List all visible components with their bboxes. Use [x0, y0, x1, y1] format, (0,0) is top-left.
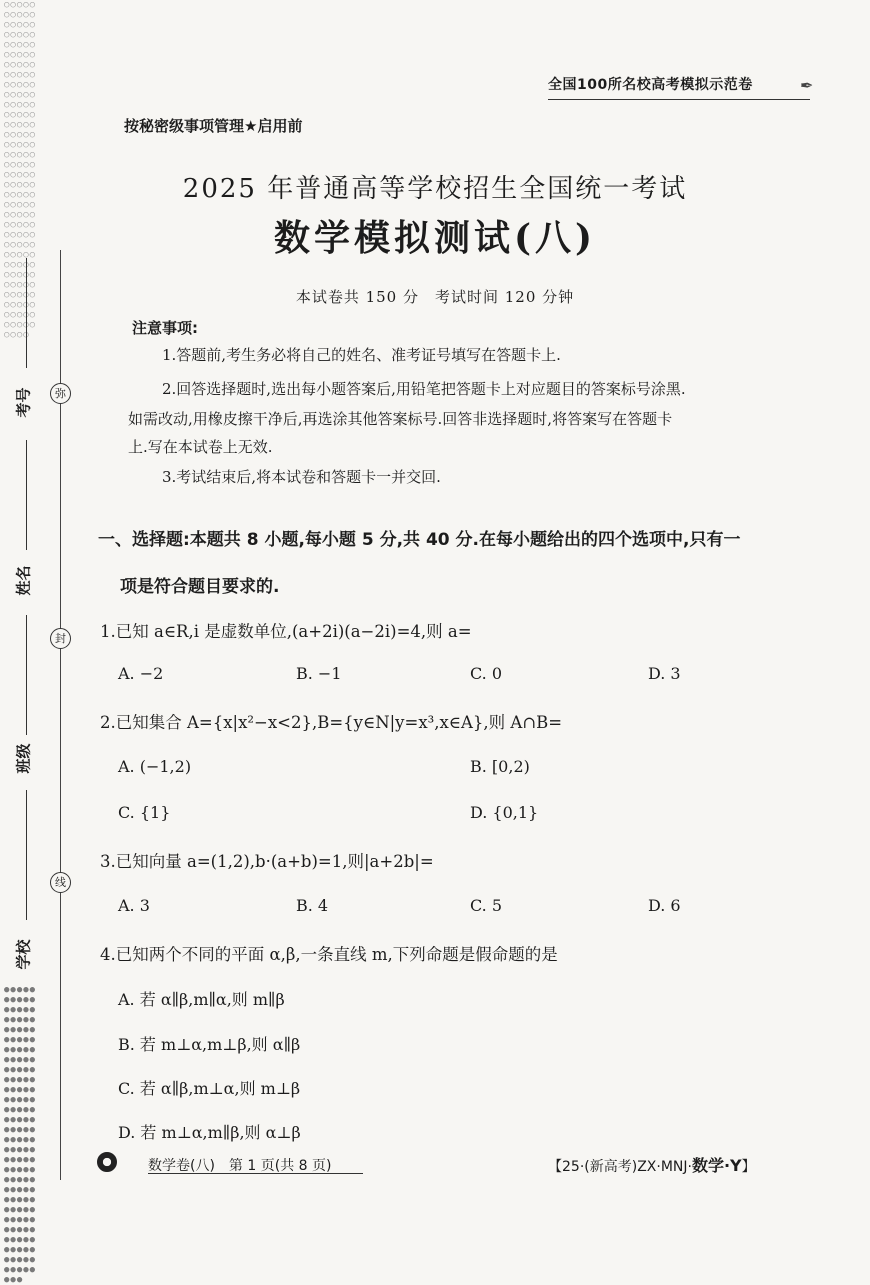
option-a[interactable]: A. 若 α∥β,m∥α,则 m∥β: [118, 990, 285, 1009]
notice-line: 如需改动,用橡皮擦干净后,再选涂其他答案标号.回答非选择题时,将答案写在答题卡: [128, 410, 673, 428]
exam-number-label: 考号: [14, 387, 33, 418]
seal-mark-mi: 弥: [50, 383, 71, 404]
option-d[interactable]: D. {0,1}: [470, 803, 539, 822]
name-field[interactable]: [26, 440, 27, 550]
option-b[interactable]: B. 若 m⊥α,m⊥β,则 α∥β: [118, 1035, 301, 1054]
option-a[interactable]: A. (−1,2): [118, 757, 192, 776]
option-d[interactable]: D. 3: [648, 664, 681, 683]
secret-notice: 按秘密级事项管理★启用前: [124, 117, 303, 135]
school-field[interactable]: [26, 790, 27, 920]
binding-dot-pattern-top: ○○○○○○○○○○○○○○○○○○○○○○○○○○○○○○○○○○○○○○○○○○○○○○○○○○○○○○○○○○○○○○○○○○○○○○○○○○○○○○○○○○○○○○○○○○○○○○○○○○○○○○○○○○○○○○○○○○○○○○○○○○○○○○○○○○○○○○○○○○○○○○○○○○○○○○○○○○○○○○○○○○○○○○○○○: [4, 0, 37, 340]
paper-subject: 数学·Y: [691, 1156, 742, 1175]
name-label: 姓名: [14, 565, 33, 596]
class-field[interactable]: [26, 615, 27, 735]
question-stem: 3.已知向量 a=(1,2),b·(a+b)=1,则|a+2b|=: [100, 852, 434, 871]
question-stem: 4.已知两个不同的平面 α,β,一条直线 m,下列命题是假命题的是: [100, 945, 558, 964]
seal-mark-feng: 封: [50, 628, 71, 649]
question-stem: 1.已知 a∈R,i 是虚数单位,(a+2i)(a−2i)=4,则 a=: [100, 622, 472, 641]
binding-dot-pattern-bottom: ●●●●●●●●●●●●●●●●●●●●●●●●●●●●●●●●●●●●●●●●●●●●●●●●●●●●●●●●●●●●●●●●●●●●●●●●●●●●●●●●●●●●●●●●●●●●●●●●●●●●●●●●●●●●●●●●●●●●●●●●●●●●●●●●●●●●●●●●●●●●●●●●●●●●: [4, 985, 37, 1285]
option-c[interactable]: C. 5: [470, 896, 503, 915]
paper-title: 数学模拟测试(八): [273, 217, 597, 259]
pen-icon: ✒: [800, 76, 814, 95]
option-a[interactable]: A. −2: [118, 664, 164, 683]
exam-title: 2025 年普通高等学校招生全国统一考试: [182, 174, 688, 204]
option-b[interactable]: B. [0,2): [470, 757, 530, 776]
paper-code: [548, 1153, 756, 1176]
option-b[interactable]: B. 4: [296, 896, 329, 915]
option-d[interactable]: D. 6: [648, 896, 681, 915]
option-c[interactable]: C. 若 α∥β,m⊥α,则 m⊥β: [118, 1079, 301, 1098]
seal-mark-xian: 线: [50, 872, 71, 893]
section-heading: 一、选择题:本题共 8 小题,每小题 5 分,共 40 分.在每小题给出的四个选项中,只有一: [98, 530, 741, 550]
page-indicator: 数学卷(八) 第 1 页(共 8 页): [148, 1158, 332, 1174]
brand-title: 全国100所名校高考模拟示范卷: [548, 77, 753, 93]
exam-number-field[interactable]: [26, 258, 27, 368]
notice-line: 1.答题前,考生务必将自己的姓名、准考证号填写在答题卡上.: [162, 346, 561, 364]
notice-line: 3.考试结束后,将本试卷和答题卡一并交回.: [162, 468, 441, 486]
option-c[interactable]: C. 0: [470, 664, 503, 683]
question-stem: 2.已知集合 A={x|x²−x<2},B={y∈N|y=x³,x∈A},则 A∩B=: [100, 713, 563, 732]
footer-underline: [148, 1173, 363, 1174]
notice-heading: 注意事项:: [132, 319, 198, 337]
option-c[interactable]: C. {1}: [118, 803, 171, 822]
option-b[interactable]: B. −1: [296, 664, 342, 683]
option-a[interactable]: A. 3: [118, 896, 150, 915]
exam-meta: 本试卷共 150 分 考试时间 120 分钟: [295, 288, 575, 306]
brand-underline: [548, 99, 810, 100]
option-d[interactable]: D. 若 m⊥α,m∥β,则 α⊥β: [118, 1123, 301, 1142]
section-heading-cont: 项是符合题目要求的.: [120, 577, 280, 597]
class-label: 班级: [14, 743, 33, 774]
paper-code-suffix: 】: [741, 1159, 756, 1175]
school-label: 学校: [14, 939, 33, 970]
notice-line: 上.写在本试卷上无效.: [128, 438, 273, 456]
paper-code-prefix: 【25·(新高考)ZX·MNJ·: [548, 1159, 692, 1175]
logo-icon: [97, 1152, 117, 1172]
notice-line: 2.回答选择题时,选出每小题答案后,用铅笔把答题卡上对应题目的答案标号涂黑.: [162, 380, 686, 398]
